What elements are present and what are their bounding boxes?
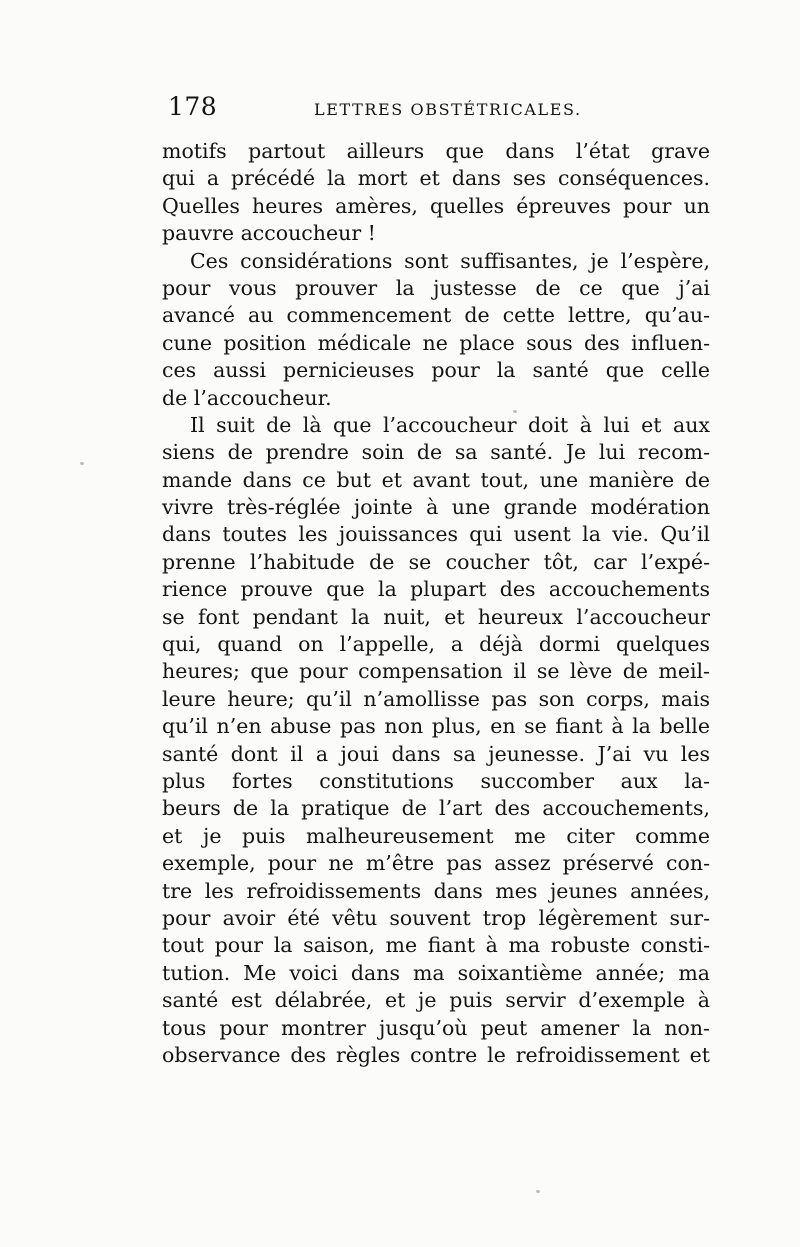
paper-speck xyxy=(513,410,517,413)
page-number: 178 xyxy=(168,92,218,121)
text-line: tout pour la saison, me fiant à ma robuste consti- xyxy=(162,933,710,958)
text-line: Quelles heures amères, quelles épreuves pour un xyxy=(162,193,710,218)
text-line: tre les refroidissements dans mes jeunes années, xyxy=(162,878,710,903)
body-text xyxy=(162,138,710,1069)
text-line: Il suit de là que l’accoucheur doit à lui et aux xyxy=(190,412,710,437)
text-line: pour vous prouver la justesse de ce que j’ai xyxy=(162,275,710,300)
text-line: leure heure; qu’il n’amollisse pas son corps, mais xyxy=(162,686,710,711)
text-line: dans toutes les jouissances qui usent la vie. Qu’il xyxy=(162,522,710,547)
text-line: tous pour montrer jusqu’où peut amener la non- xyxy=(162,1015,710,1040)
page-header xyxy=(168,92,716,126)
text-line: mande dans ce but et avant tout, une manière de xyxy=(162,467,710,492)
text-line: motifs partout ailleurs que dans l’état grave xyxy=(162,139,710,163)
text-line: beurs de la pratique de l’art des accouchements, xyxy=(162,796,710,821)
text-line: siens de prendre soin de sa santé. Je lui recom- xyxy=(162,440,710,465)
text-line: qu’il n’en abuse pas non plus, en se fiant à la belle xyxy=(162,714,710,739)
text-line: observance des règles contre le refroidissement et xyxy=(162,1042,710,1067)
paper-speck xyxy=(80,462,84,465)
paper-speck xyxy=(536,1190,540,1193)
text-line: cune position médicale ne place sous des influen- xyxy=(162,330,710,355)
text-line: qui a précédé la mort et dans ses conséquences. xyxy=(162,166,710,191)
text-line: rience prouve que la plupart des accouchements xyxy=(162,577,710,602)
text-line: plus fortes constitutions succomber aux la- xyxy=(162,768,710,793)
text-line: Ces considérations sont suffisantes, je l’espère, xyxy=(190,248,710,273)
text-line: avancé au commencement de cette lettre, qu’au- xyxy=(162,303,710,328)
text-line: vivre très-réglée jointe à une grande modération xyxy=(162,495,710,520)
text-line: heures; que pour compensation il se lève de meil- xyxy=(162,659,710,684)
text-line: santé dont il a joui dans sa jeunesse. J’ai vu les xyxy=(162,741,710,766)
text-line: santé est délabrée, et je puis servir d’exemple à xyxy=(162,988,710,1013)
text-line: se font pendant la nuit, et heureux l’accoucheur xyxy=(162,604,710,629)
text-line: de l’accoucheur. xyxy=(162,385,332,410)
running-title: LETTRES OBSTÉTRICALES. xyxy=(314,100,582,119)
text-line: pour avoir été vêtu souvent trop légèrement sur- xyxy=(162,905,710,930)
text-line: ces aussi pernicieuses pour la santé que celle xyxy=(162,358,710,383)
text-line: prenne l’habitude de se coucher tôt, car l’expé- xyxy=(162,549,710,574)
text-line: qui, quand on l’appelle, a déjà dormi quelques xyxy=(162,632,710,657)
text-line: pauvre accoucheur ! xyxy=(162,221,376,246)
text-line: et je puis malheureusement me citer comme xyxy=(162,823,710,848)
text-line: exemple, pour ne m’être pas assez préservé con- xyxy=(162,851,710,876)
text-line: tution. Me voici dans ma soixantième année; ma xyxy=(162,960,710,985)
